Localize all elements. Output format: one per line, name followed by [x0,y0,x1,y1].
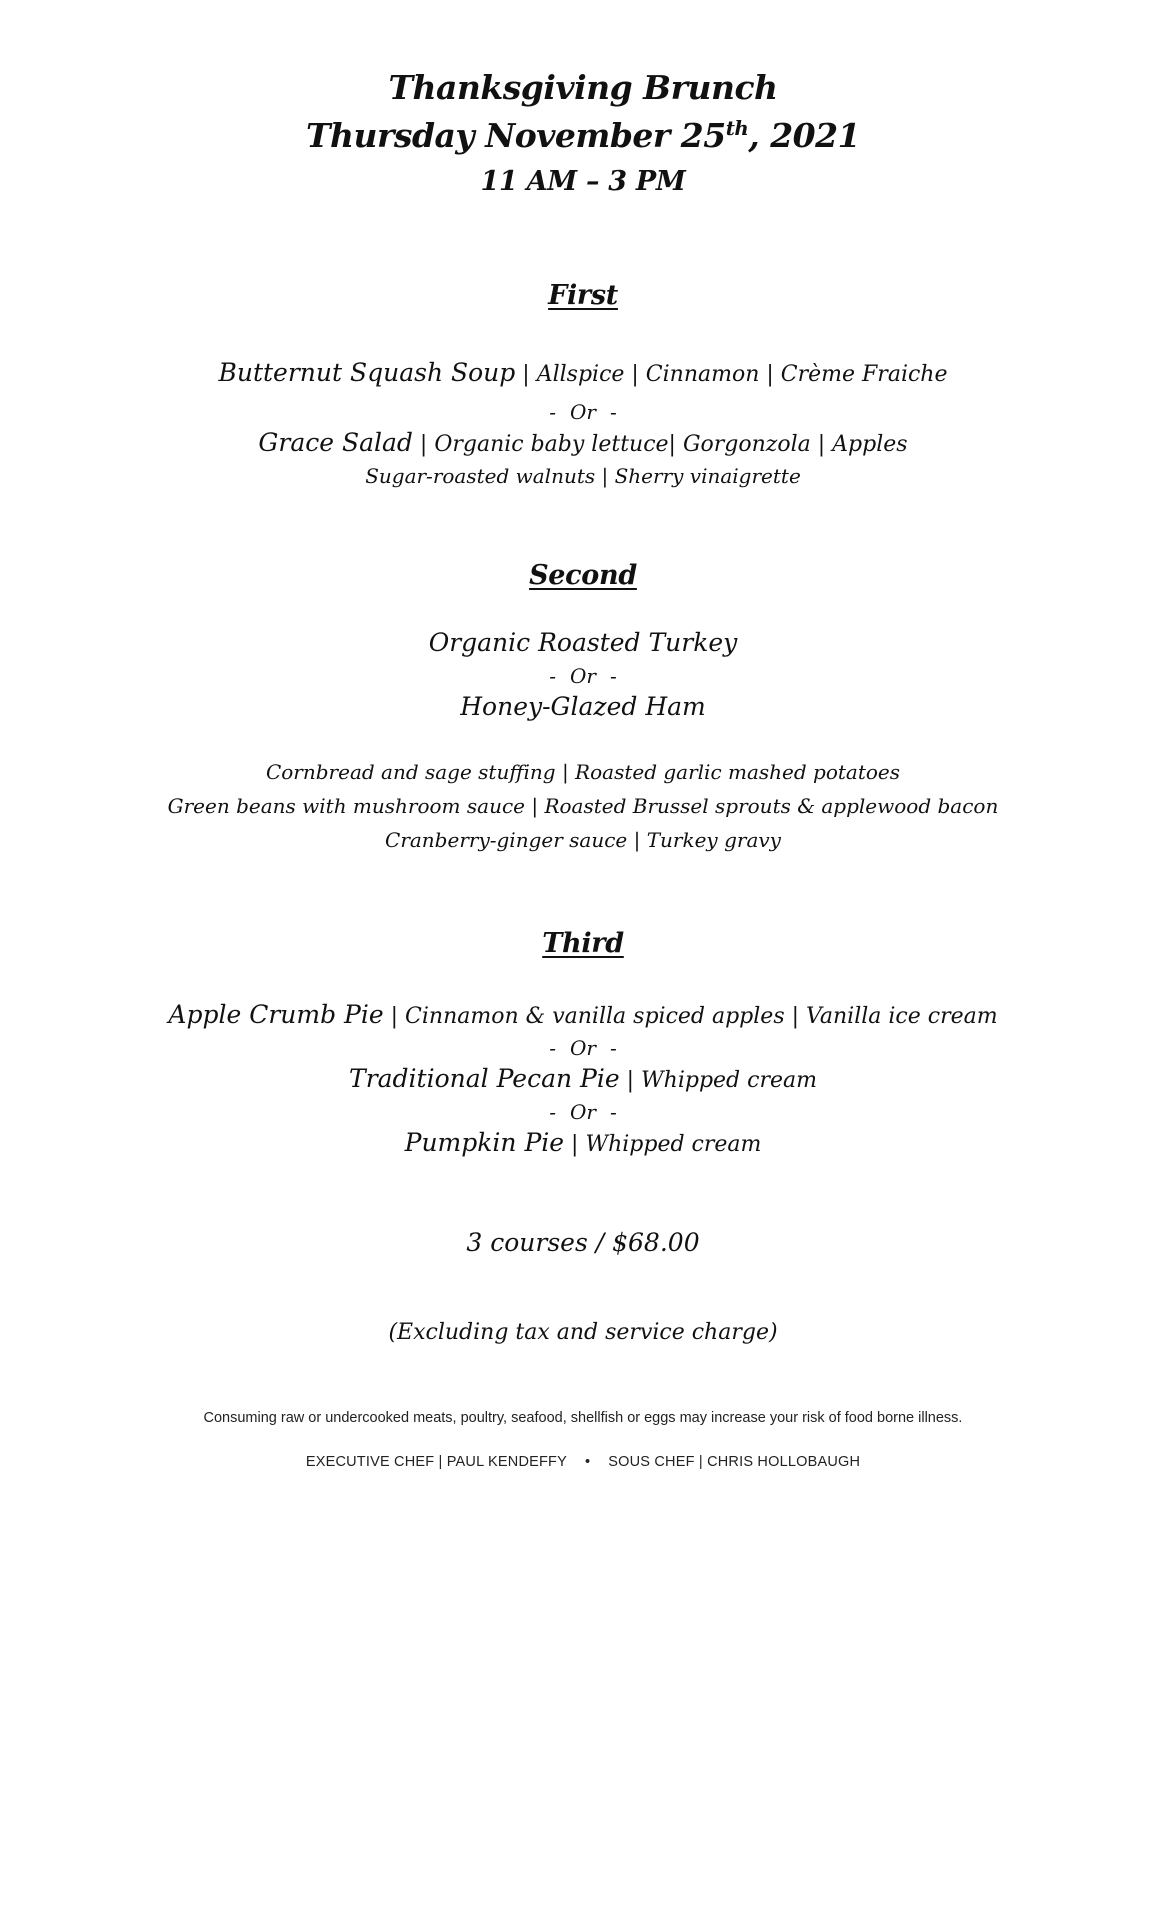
sides-line-2: Green beans with mushroom sauce | Roasted Brussel sprouts & applewood bacon [167,794,999,818]
menu-time: 11 AM – 3 PM [480,166,686,197]
soup-details: | Allspice | Cinnamon | Crème Fraiche [515,362,948,387]
or-separator [0,1100,1166,1124]
soup-name: Butternut Squash Soup [218,358,516,387]
salad-details-line2: Sugar-roasted walnuts | Sherry vinaigrette [365,464,801,488]
heading-second-label: Second [529,560,637,591]
heading-third [0,928,1166,959]
price-note: (Excluding tax and service charge) [388,1320,778,1345]
dessert2-name: Traditional Pecan Pie [349,1064,620,1093]
or-separator [0,400,1166,424]
heading-first-label: First [548,280,618,311]
date-suffix: th [725,116,749,140]
sep-dash: - [609,664,617,688]
menu-date [0,116,1166,155]
heading-third-label: Third [542,928,624,959]
main-turkey: Organic Roasted Turkey [428,628,738,657]
dish-salad [0,428,1166,457]
dessert1-details: | Cinnamon & vanilla spiced apples | Vanilla ice cream [383,1004,998,1029]
sep-word: Or [570,1036,596,1060]
heading-second [0,560,1166,591]
dessert-apple-pie [0,1000,1166,1029]
or-separator [0,664,1166,688]
dessert-pumpkin-pie [0,1128,1166,1157]
dessert2-details: | Whipped cream [619,1068,817,1093]
sides-line-1: Cornbread and sage stuffing | Roasted garlic mashed potatoes [265,760,901,784]
sep-dash: - [609,1100,617,1124]
sep-word: Or [570,664,596,688]
title-line1: Thanksgiving Brunch [388,68,778,107]
dessert1-name: Apple Crumb Pie [168,1000,384,1029]
dessert3-name: Pumpkin Pie [404,1128,565,1157]
menu-title [0,68,1166,107]
heading-first [0,280,1166,311]
dessert-pecan-pie [0,1064,1166,1093]
sous-chef: SOUS CHEF | CHRIS HOLLOBAUGH [608,1454,861,1470]
chef-credits [0,1454,1166,1470]
main-ham: Honey-Glazed Ham [460,692,706,721]
sep-dash: - [609,1036,617,1060]
food-safety-disclaimer: Consuming raw or undercooked meats, poultry, seafood, shellfish or eggs may increase your risk of food borne illness. [203,1410,963,1426]
bullet-separator: • [584,1454,591,1470]
sep-dash: - [549,400,557,424]
date-main: Thursday November 25 [305,116,726,155]
sep-dash: - [549,1036,557,1060]
or-separator [0,1036,1166,1060]
sep-dash: - [609,400,617,424]
executive-chef: EXECUTIVE CHEF | PAUL KENDEFFY [305,1454,567,1470]
price: 3 courses / $68.00 [466,1228,700,1257]
date-year: , 2021 [748,116,861,155]
sep-dash: - [549,664,557,688]
sep-word: Or [570,400,596,424]
salad-details: | Organic baby lettuce| Gorgonzola | Apples [412,432,908,457]
sep-word: Or [570,1100,596,1124]
sides-line-3: Cranberry-ginger sauce | Turkey gravy [385,828,781,852]
dish-soup [0,358,1166,387]
dessert3-details: | Whipped cream [564,1132,762,1157]
salad-name: Grace Salad [258,428,413,457]
sep-dash: - [549,1100,557,1124]
